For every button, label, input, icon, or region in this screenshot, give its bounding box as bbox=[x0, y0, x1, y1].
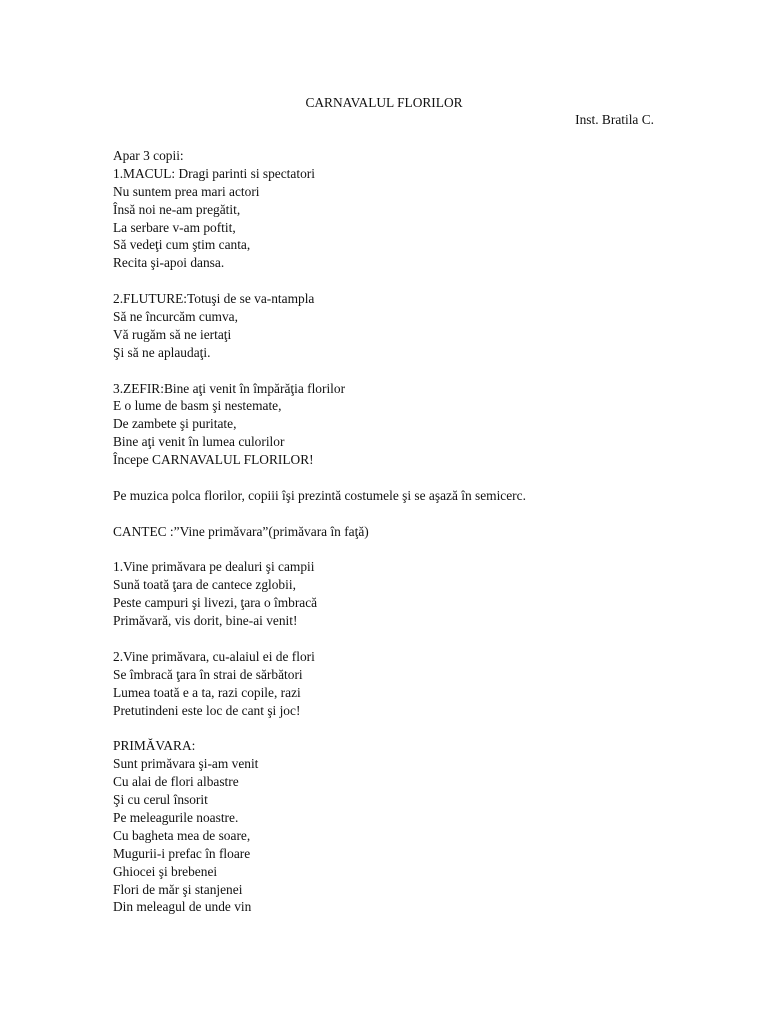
poem-body bbox=[113, 147, 713, 916]
text-line: Pe meleagurile noastre. bbox=[113, 809, 239, 825]
text-line: De zambete şi puritate, bbox=[113, 416, 237, 432]
text-line: Din meleagul de unde vin bbox=[113, 899, 252, 915]
text-line: Cu alai de flori albastre bbox=[113, 774, 239, 790]
stanza-gap bbox=[113, 541, 713, 559]
text-line: PRIMĂVARA: bbox=[113, 738, 196, 754]
text-line: Sună toată ţara de cantece zglobii, bbox=[113, 577, 296, 593]
stanza-gap bbox=[113, 272, 713, 290]
document-title: CARNAVALUL FLORILOR bbox=[305, 95, 463, 110]
text-line: Ghiocei şi brebenei bbox=[113, 863, 218, 879]
text-line: Şi cu cerul însorit bbox=[113, 792, 208, 808]
text-line: Recita şi-apoi dansa. bbox=[113, 255, 225, 271]
text-line: Începe CARNAVALUL FLORILOR! bbox=[113, 452, 314, 468]
text-line: Flori de măr şi stanjenei bbox=[113, 881, 243, 897]
author-line: Inst. Bratila C. bbox=[575, 112, 654, 127]
text-line: Cu bagheta mea de soare, bbox=[113, 827, 251, 843]
text-line: 1.MACUL: Dragi parinti si spectatori bbox=[113, 165, 315, 181]
text-line: Şi să ne aplaudaţi. bbox=[113, 344, 211, 360]
text-line: E o lume de basm şi nestemate, bbox=[113, 398, 282, 414]
text-line: 3.ZEFIR:Bine aţi venit în împărăţia florilor bbox=[113, 380, 346, 396]
text-line: Pe muzica polca florilor, copiii îşi prezintă costumele şi se aşază în semicerc. bbox=[113, 487, 526, 503]
text-line: Vă rugăm să ne iertaţi bbox=[113, 326, 232, 342]
text-line: 2.Vine primăvara, cu-alaiul ei de flori bbox=[113, 648, 315, 664]
text-line: Lumea toată e a ta, razi copile, razi bbox=[113, 684, 301, 700]
stanza-gap bbox=[113, 469, 713, 487]
text-line: Să ne încurcăm cumva, bbox=[113, 309, 238, 325]
text-line: La serbare v-am poftit, bbox=[113, 219, 236, 235]
text-line: Însă noi ne-am pregătit, bbox=[113, 201, 241, 217]
stanza-gap bbox=[113, 720, 713, 738]
text-line: 2.FLUTURE:Totuşi de se va-ntampla bbox=[113, 291, 315, 307]
text-line: Mugurii-i prefac în floare bbox=[113, 845, 251, 861]
stanza-gap bbox=[113, 505, 713, 523]
text-line: Peste campuri şi livezi, ţara o îmbracă bbox=[113, 595, 318, 611]
text-line: Pretutindeni este loc de cant şi joc! bbox=[113, 702, 301, 718]
text-line: Bine aţi venit în lumea culorilor bbox=[113, 434, 285, 450]
text-line: Sunt primăvara şi-am venit bbox=[113, 756, 259, 772]
text-line: Să vedeţi cum ştim canta, bbox=[113, 237, 251, 253]
text-line: CANTEC :”Vine primăvara”(primăvara în faţă) bbox=[113, 523, 369, 539]
text-line: 1.Vine primăvara pe dealuri şi campii bbox=[113, 559, 315, 575]
stanza-gap bbox=[113, 630, 713, 648]
text-line: Se îmbracă ţara în strai de sărbători bbox=[113, 666, 303, 682]
text-line: Apar 3 copii: bbox=[113, 148, 184, 163]
text-line: Primăvară, vis dorit, bine-ai venit! bbox=[113, 613, 298, 629]
stanza-gap bbox=[113, 362, 713, 380]
text-line: Nu suntem prea mari actori bbox=[113, 183, 260, 199]
